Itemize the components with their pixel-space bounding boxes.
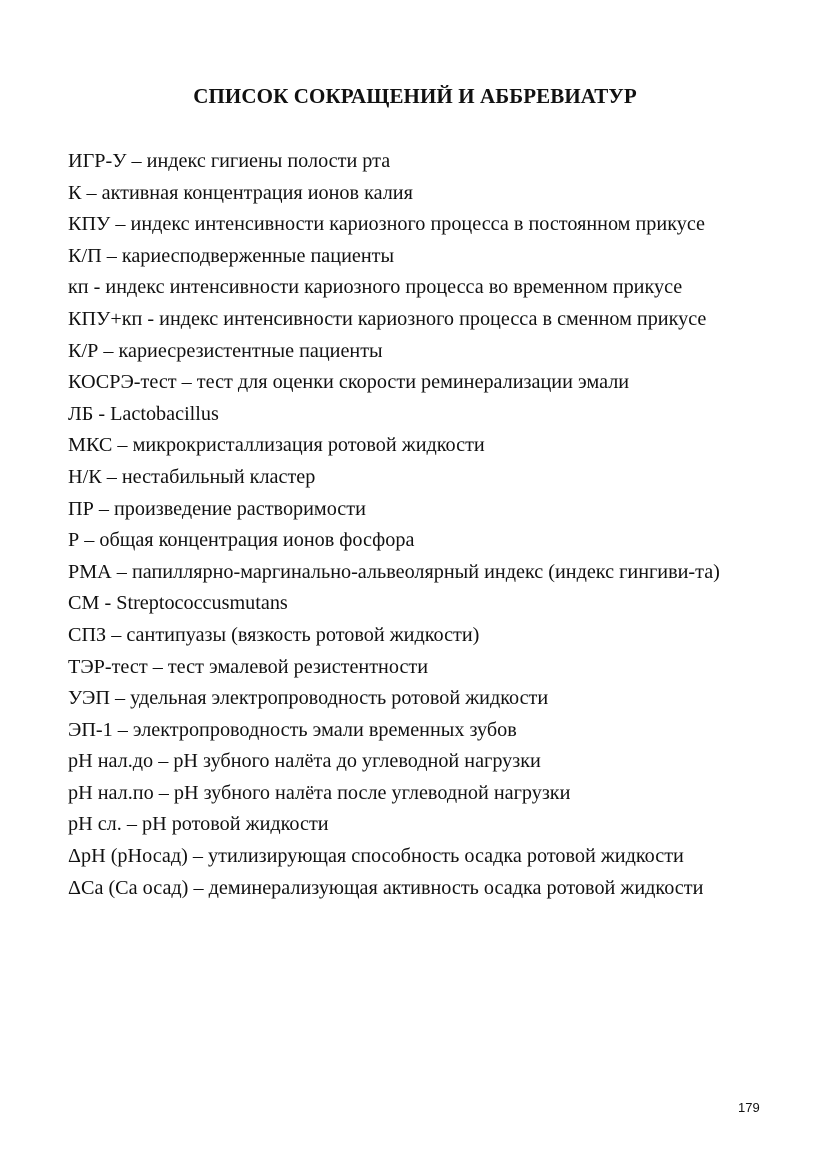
list-item: К – активная концентрация ионов калия [68, 181, 413, 204]
list-item: КПУ – индекс интенсивности кариозного процесса в постоянном прикусе [68, 213, 705, 236]
list-item: СМ - Streptococcusmutans [68, 592, 288, 615]
list-item: КОСРЭ-тест – тест для оценки скорости реминерализации эмали [68, 371, 630, 394]
list-item: pH нал.до – pH зубного налёта до углеводной нагрузки [68, 750, 541, 773]
list-item: ИГР-У – индекс гигиены полости рта [68, 150, 391, 172]
list-item: ΔpH (pHосад) – утилизирующая способность осадка ротовой жидкости [68, 845, 684, 868]
list-item: Р – общая концентрация ионов фосфора [68, 529, 415, 552]
list-item: К/П – кариесподверженные пациенты [68, 244, 395, 267]
list-item: pH сл. – pH ротовой жидкости [68, 813, 329, 836]
list-item: Н/К – нестабильный кластер [68, 465, 316, 488]
list-item: ПР – произведение растворимости [68, 497, 366, 520]
list-item: УЭП – удельная электропроводность ротовой жидкости [68, 687, 549, 710]
list-item: РМА – папиллярно-маргинально-альвеолярный индекс (индекс гингиви-та) [68, 560, 720, 583]
list-item: ТЭР-тест – тест эмалевой резистентности [68, 655, 429, 678]
list-item: ЛБ - Lactobacillus [68, 402, 219, 425]
list-item: кп - индекс интенсивности кариозного процесса во временном прикусе [68, 276, 683, 299]
list-item: К/Р – кариесрезистентные пациенты [68, 339, 383, 362]
list-item: СПЗ – сантипуазы (вязкость ротовой жидкости) [68, 623, 480, 646]
page-title: СПИСОК СОКРАЩЕНИЙ И АББРЕВИАТУР [193, 84, 637, 108]
list-item: ЭП-1 – электропроводность эмали временных зубов [68, 718, 517, 741]
list-item: ΔCa (Ca осад) – деминерализующая активность осадка ротовой жидкости [68, 876, 704, 899]
list-item: МКС – микрокристаллизация ротовой жидкости [68, 434, 485, 457]
list-item: pH нал.по – pH зубного налёта после углеводной нагрузки [68, 781, 571, 804]
list-item: КПУ+кп - индекс интенсивности кариозного процесса в сменном прикусе [68, 307, 707, 330]
abbreviation-list [68, 146, 756, 904]
page-number: 179 [738, 1100, 760, 1115]
